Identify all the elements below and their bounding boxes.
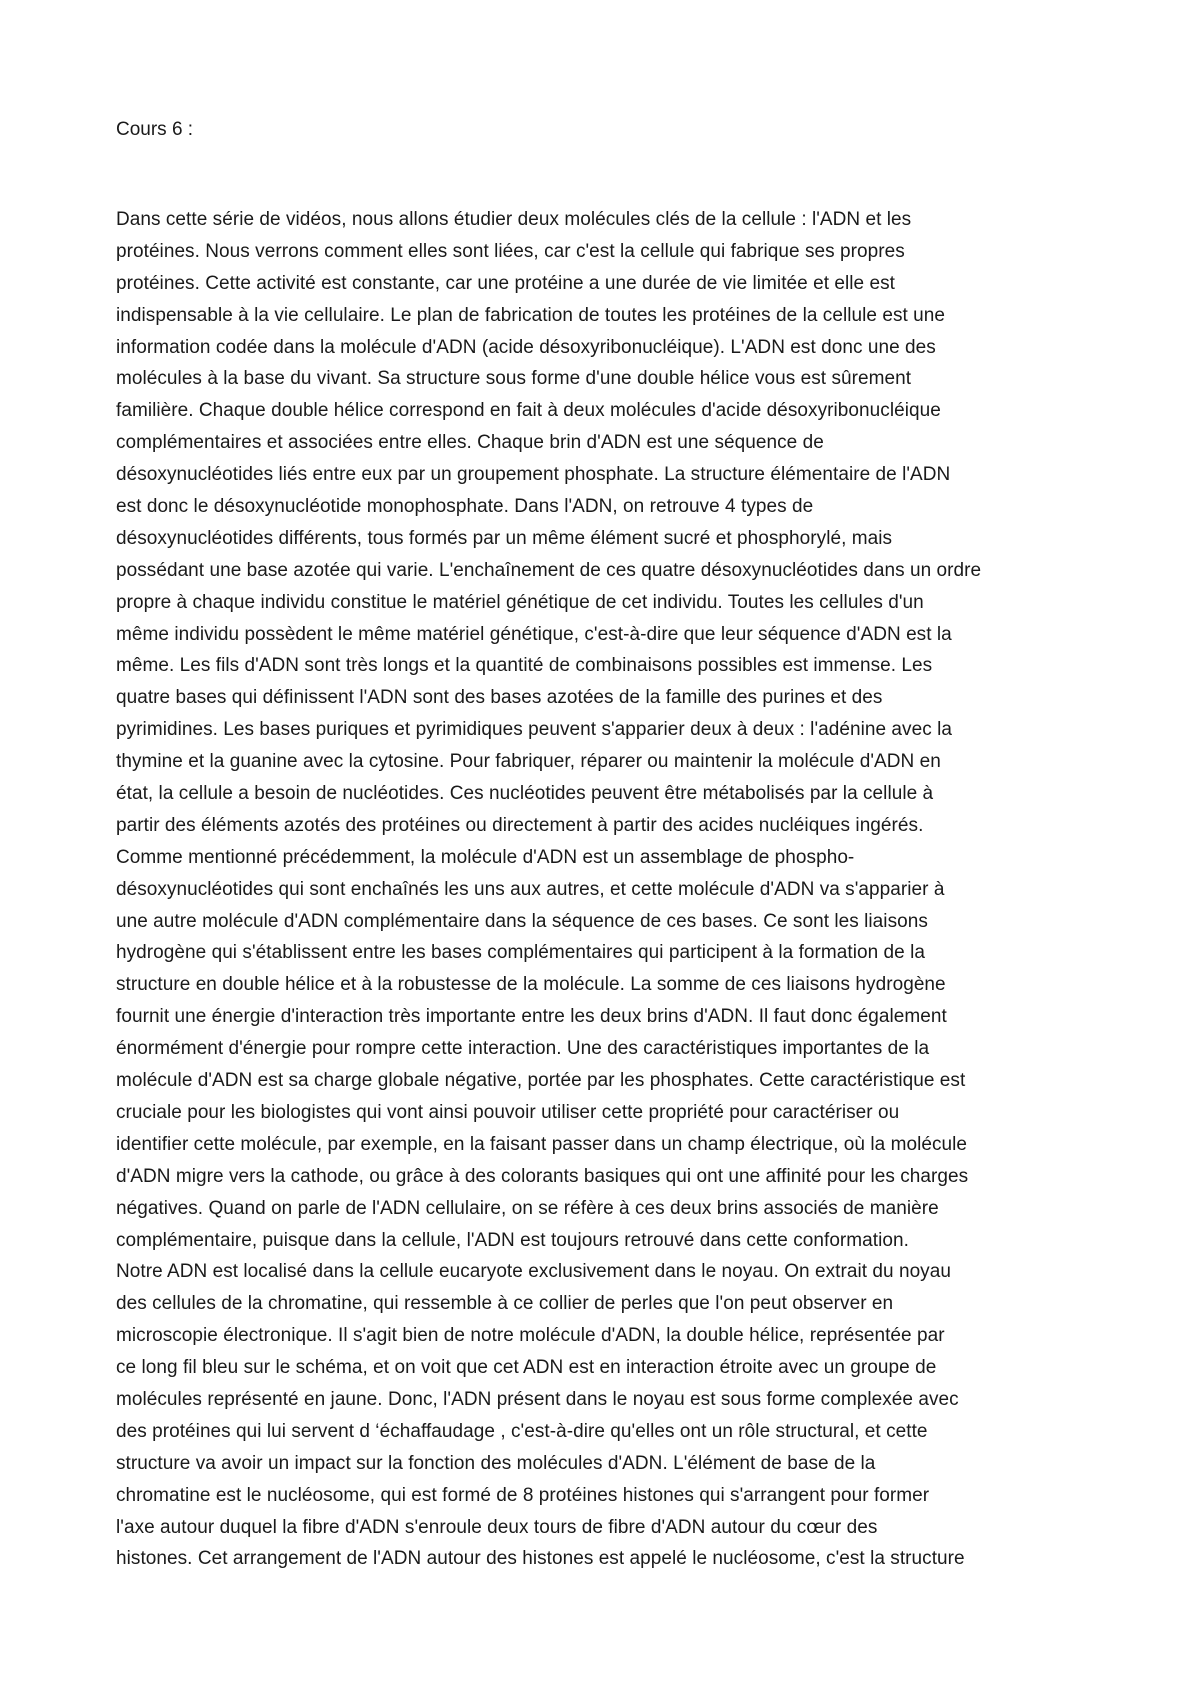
text-line: complémentaire, puisque dans la cellule, l'ADN est toujours retrouvé dans cette conformation.	[116, 1229, 909, 1251]
text-line: complémentaires et associées entre elles. Chaque brin d'ADN est une séquence de	[116, 432, 824, 454]
text-line: information codée dans la molécule d'ADN (acide désoxyribonucléique). L'ADN est donc une des	[116, 336, 936, 358]
text-line: ce long fil bleu sur le schéma, et on voit que cet ADN est en interaction étroite avec un groupe de	[116, 1357, 937, 1379]
text-line: protéines. Nous verrons comment elles sont liées, car c'est la cellule qui fabrique ses propres	[116, 240, 905, 262]
text-line: l'axe autour duquel la fibre d'ADN s'enroule deux tours de fibre d'ADN autour du cœur des	[116, 1516, 878, 1538]
text-line: Notre ADN est localisé dans la cellule eucaryote exclusivement dans le noyau. On extrait du noyau	[116, 1261, 951, 1283]
text-line: cruciale pour les biologistes qui vont ainsi pouvoir utiliser cette propriété pour caractériser ou	[116, 1101, 900, 1123]
text-line: une autre molécule d'ADN complémentaire dans la séquence de ces bases. Ce sont les liaisons	[116, 910, 928, 932]
text-line: état, la cellule a besoin de nucléotides. Ces nucléotides peuvent être métabolisés par la cellule à	[116, 783, 934, 805]
text-line: fournit une énergie d'interaction très importante entre les deux brins d'ADN. Il faut donc également	[116, 1006, 947, 1028]
text-line: des cellules de la chromatine, qui ressemble à ce collier de perles que l'on peut observer en	[116, 1293, 894, 1315]
text-line: Dans cette série de vidéos, nous allons étudier deux molécules clés de la cellule : l'ADN et les	[116, 209, 912, 230]
text-line: même individu possèdent le même matériel génétique, c'est-à-dire que leur séquence d'ADN est la	[116, 623, 952, 645]
text-line: négatives. Quand on parle de l'ADN cellulaire, on se réfère à ces deux brins associés de manière	[116, 1197, 939, 1219]
text-line: molécule d'ADN est sa charge globale négative, portée par les phosphates. Cette caractéristique est	[116, 1070, 966, 1092]
text-line: même. Les fils d'ADN sont très longs et la quantité de combinaisons possibles est immense. Les	[116, 655, 933, 677]
text-line: d'ADN migre vers la cathode, ou grâce à des colorants basiques qui ont une affinité pour les charges	[116, 1165, 969, 1187]
text-line: possédant une base azotée qui varie. L'enchaînement de ces quatre désoxynucléotides dans un ordre	[116, 559, 982, 581]
text-line: thymine et la guanine avec la cytosine. Pour fabriquer, réparer ou maintenir la molécule d'ADN en	[116, 751, 941, 773]
text-line: structure va avoir un impact sur la fonction des molécules d'ADN. L'élément de base de la	[116, 1452, 876, 1474]
document-body	[116, 204, 1096, 1575]
text-line: pyrimidines. Les bases puriques et pyrimidiques peuvent s'apparier deux à deux : l'adénine avec la	[116, 719, 952, 741]
text-line: histones. Cet arrangement de l'ADN autour des histones est appelé le nucléosome, c'est la structure	[116, 1548, 965, 1570]
text-line: énormément d'énergie pour rompre cette interaction. Une des caractéristiques importantes de la	[116, 1038, 930, 1060]
text-line: structure en double hélice et à la robustesse de la molécule. La somme de ces liaisons hydrogène	[116, 974, 946, 996]
text-line: Comme mentionné précédemment, la molécule d'ADN est un assemblage de phospho-	[116, 846, 855, 868]
text-line: désoxynucléotides qui sont enchaînés les uns aux autres, et cette molécule d'ADN va s'apparier à	[116, 878, 945, 900]
text-line: est donc le désoxynucléotide monophosphate. Dans l'ADN, on retrouve 4 types de	[116, 496, 814, 518]
text-line: désoxynucléotides différents, tous formés par un même élément sucré et phosphorylé, mais	[116, 527, 893, 549]
text-line: indispensable à la vie cellulaire. Le plan de fabrication de toutes les protéines de la cellule est une	[116, 304, 946, 326]
text-line: identifier cette molécule, par exemple, en la faisant passer dans un champ électrique, où la molécule	[116, 1133, 968, 1155]
text-line: chromatine est le nucléosome, qui est formé de 8 protéines histones qui s'arrangent pour former	[116, 1484, 930, 1506]
text-line: familière. Chaque double hélice correspond en fait à deux molécules d'acide désoxyribonucléique	[116, 400, 941, 422]
document-title: Cours 6 :	[116, 119, 194, 140]
text-line: quatre bases qui définissent l'ADN sont des bases azotées de la famille des purines et des	[116, 687, 883, 709]
text-line: molécules à la base du vivant. Sa structure sous forme d'une double hélice vous est sûrement	[116, 368, 912, 390]
text-line: propre à chaque individu constitue le matériel génétique de cet individu. Toutes les cellules d'un	[116, 591, 924, 613]
text-line: protéines. Cette activité est constante, car une protéine a une durée de vie limitée et elle est	[116, 272, 895, 294]
text-line: microscopie électronique. Il s'agit bien de notre molécule d'ADN, la double hélice, représentée par	[116, 1325, 945, 1347]
text-line: partir des éléments azotés des protéines ou directement à partir des acides nucléiques ingérés.	[116, 814, 924, 836]
text-line: molécules représenté en jaune. Donc, l'ADN présent dans le noyau est sous forme complexée avec	[116, 1388, 959, 1410]
text-line: hydrogène qui s'établissent entre les bases complémentaires qui participent à la formation de la	[116, 942, 925, 964]
text-line: des protéines qui lui servent d ‘échaffaudage , c'est-à-dire qu'elles ont un rôle structural, et cette	[116, 1420, 928, 1442]
text-line: désoxynucléotides liés entre eux par un groupement phosphate. La structure élémentaire de l'ADN	[116, 464, 951, 486]
